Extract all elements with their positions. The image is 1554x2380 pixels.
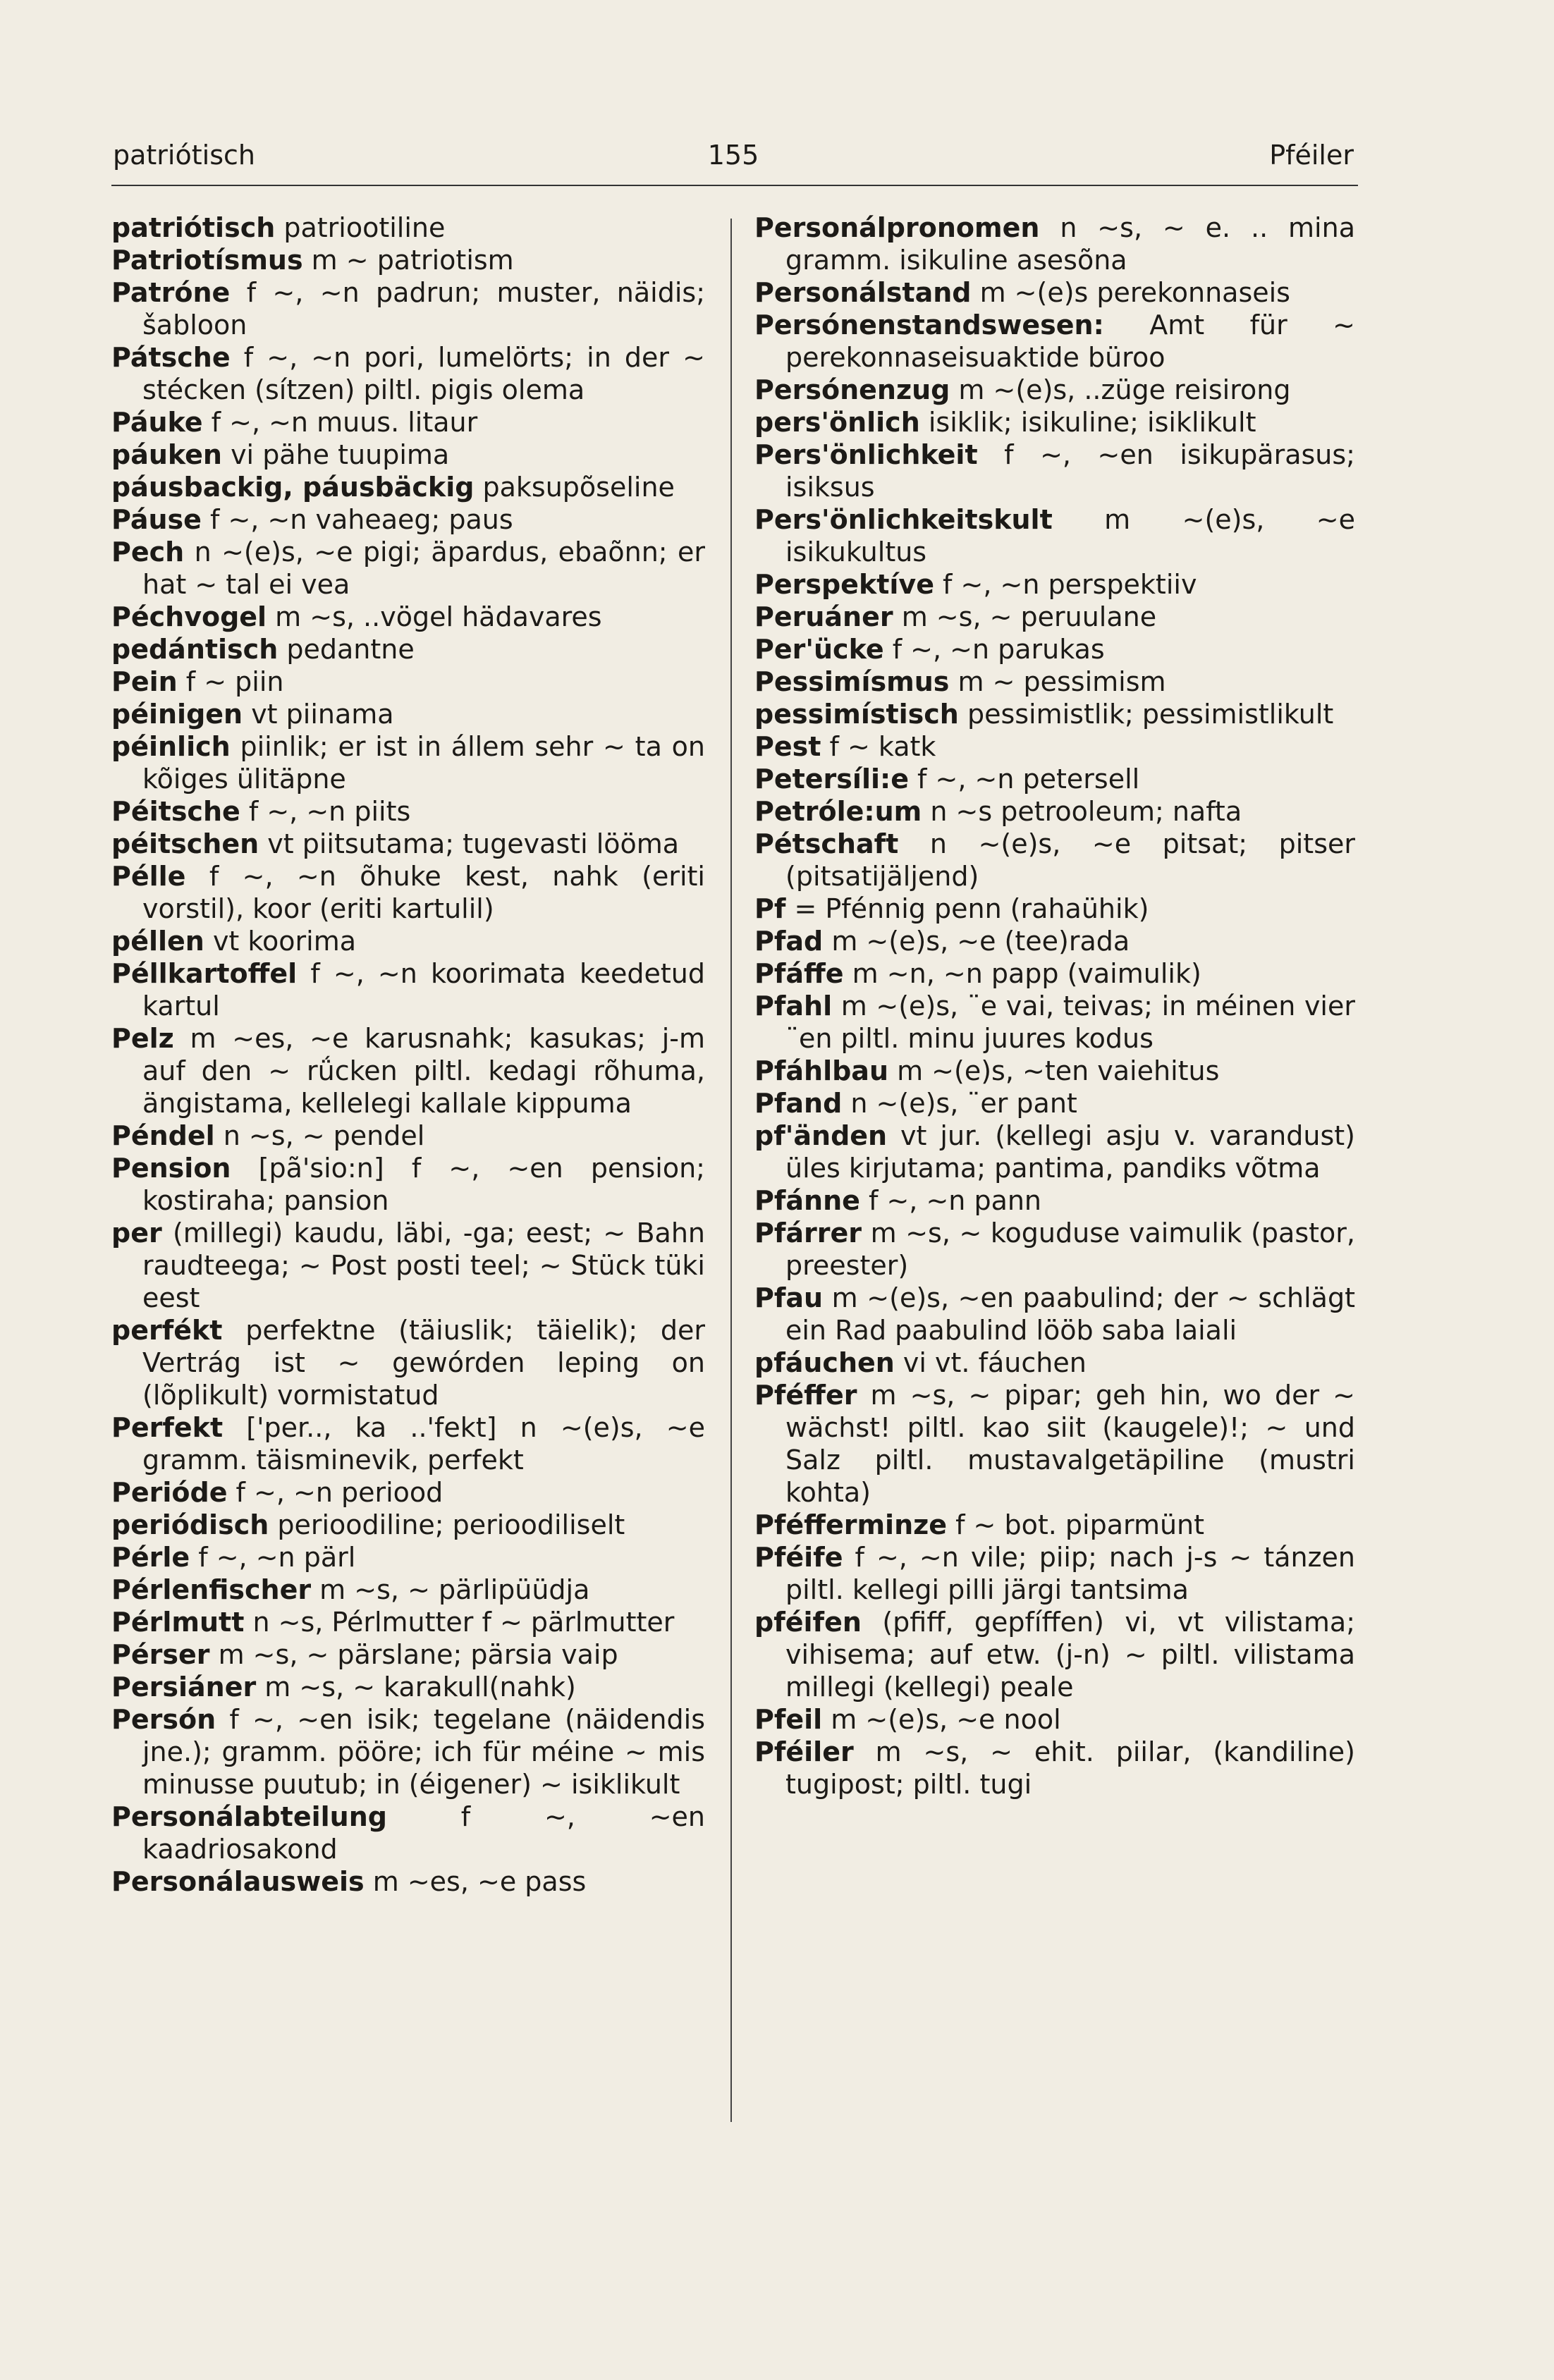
entry-headword: Per'ücke — [754, 634, 884, 665]
entry-definition: vt jur. (kellegi asju v. varandust) üles kirjutama; pantima, pandiks võtma — [785, 1120, 1355, 1184]
dictionary-entry — [754, 438, 1355, 503]
entry-headword: Pétschaft — [754, 828, 899, 859]
entry-definition: ['per.., ka ..'fekt] n ~(e)s, ~e gramm. täisminevik, perfekt — [142, 1412, 705, 1476]
entry-headword: Pélle — [111, 861, 186, 892]
header-rule — [111, 185, 1358, 186]
dictionary-entry — [754, 795, 1355, 828]
dictionary-entry — [754, 1541, 1355, 1606]
entry-definition: patriootiline — [275, 212, 446, 243]
entry-headword: Personálabteilung — [111, 1801, 387, 1832]
entry-headword: Pfárrer — [754, 1217, 862, 1249]
entry-headword: Pfáhlbau — [754, 1055, 888, 1086]
entry-headword: péitschen — [111, 828, 259, 859]
entry-headword: Pech — [111, 536, 185, 568]
entry-headword: Pelz — [111, 1023, 174, 1054]
dictionary-entry — [111, 1314, 705, 1411]
entry-headword: Pf — [754, 893, 786, 924]
entry-definition: n ~(e)s, ~e pigi; äpardus, ebaõnn; er hat ~ tal ei vea — [142, 536, 705, 600]
dictionary-entry — [111, 1120, 705, 1152]
entry-definition: f ~, ~n õhuke kest, nahk (eriti vorstil), koor (eriti kartulil) — [142, 861, 705, 924]
entry-definition: f ~, ~n pärl — [190, 1542, 356, 1573]
dictionary-entry — [111, 828, 705, 860]
entry-definition: m ~es, ~e pass — [364, 1866, 587, 1897]
dictionary-entry — [111, 601, 705, 633]
entry-definition: m ~(e)s, ..züge reisirong — [950, 374, 1291, 405]
entry-headword: pfáuchen — [754, 1347, 895, 1378]
entry-headword: Pfau — [754, 1282, 824, 1313]
entry-definition: f ~, ~n vaheaeg; paus — [201, 504, 513, 535]
entry-definition: m ~ pessimism — [949, 666, 1166, 697]
dictionary-entry — [111, 1671, 705, 1703]
entry-headword: Persónenstandswesen: — [754, 309, 1104, 341]
entry-headword: Péitsche — [111, 796, 240, 827]
dictionary-entry — [111, 730, 705, 795]
dictionary-entry — [111, 1801, 705, 1865]
entry-definition: f ~, ~n vile; piip; nach j-s ~ tánzen piltl. kellegi pilli järgi tantsima — [785, 1542, 1355, 1605]
dictionary-entry — [111, 244, 705, 276]
entry-definition: perioodiline; perioodiliselt — [269, 1509, 625, 1540]
dictionary-entry — [754, 568, 1355, 601]
entry-definition: n ~(e)s, ¨er pant — [842, 1088, 1077, 1119]
entry-headword: pf'änden — [754, 1120, 888, 1151]
entry-definition: m ~(e)s, ~ten vaiehitus — [888, 1055, 1220, 1086]
entry-headword: Personálpronomen — [754, 212, 1040, 243]
dictionary-entry — [754, 211, 1355, 276]
dictionary-entry — [754, 276, 1355, 309]
entry-definition: m ~s, ~ ehit. piilar, (kandiline) tugipost; piltl. tugi — [785, 1736, 1355, 1800]
entry-headword: péinlich — [111, 731, 231, 762]
entry-headword: pers'önlich — [754, 407, 920, 438]
dictionary-entry — [754, 925, 1355, 957]
dictionary-entry — [754, 828, 1355, 892]
entry-definition: m ~(e)s, ~e isikukultus — [785, 504, 1355, 568]
dictionary-entry — [111, 665, 705, 698]
entry-headword: Pest — [754, 731, 821, 762]
entry-headword: péllen — [111, 926, 204, 957]
dictionary-entry — [111, 1476, 705, 1509]
entry-headword: Pféfferminze — [754, 1509, 948, 1540]
entry-definition: m ~ patriotism — [302, 245, 514, 276]
dictionary-entry — [754, 1087, 1355, 1120]
entry-definition: vi pähe tuupima — [221, 439, 450, 470]
dictionary-entry — [754, 1509, 1355, 1541]
entry-definition: piinlik; er ist in állem sehr ~ ta on kõiges ülitäpne — [142, 731, 705, 795]
entry-headword: Pfad — [754, 926, 824, 957]
entry-headword: Pers'önlichkeitskult — [754, 504, 1053, 535]
entry-headword: Pérle — [111, 1542, 190, 1573]
entry-definition: n ~s, Pérlmutter f ~ pärlmutter — [244, 1607, 675, 1638]
entry-definition: [pã'sio:n] f ~, ~en pension; kostiraha; pansion — [142, 1153, 705, 1216]
entry-headword: Páuse — [111, 504, 202, 535]
dictionary-entry — [111, 1541, 705, 1574]
entry-headword: perfékt — [111, 1315, 223, 1346]
entry-headword: Pfand — [754, 1088, 843, 1119]
dictionary-entry — [754, 1606, 1355, 1703]
dictionary-entry — [754, 1055, 1355, 1087]
entry-headword: Perfekt — [111, 1412, 224, 1443]
entry-definition: n ~s petrooleum; nafta — [922, 796, 1242, 827]
entry-headword: pessimístisch — [754, 699, 959, 730]
entry-headword: Páuke — [111, 407, 203, 438]
dictionary-entry — [754, 1282, 1355, 1347]
dictionary-entry — [111, 276, 705, 341]
entry-definition: n ~(e)s, ~e pitsat; pitser (pitsatijäljend) — [785, 828, 1355, 892]
entry-definition: m ~s, ~ karakull(nahk) — [256, 1671, 576, 1703]
entry-headword: patriótisch — [111, 212, 276, 243]
entry-headword: Péllkartoffel — [111, 958, 298, 989]
entry-definition: f ~, ~n pori, lumelörts; in der ~ stécken (sítzen) piltl. pigis olema — [142, 342, 705, 405]
entry-headword: Peruáner — [754, 601, 893, 632]
entry-definition: f ~, ~en isik; tegelane (näidendis jne.); gramm. pööre; ich für méine ~ mis minusse puutub; in (éigener) ~ isiklikult — [142, 1704, 705, 1800]
dictionary-entry — [111, 471, 705, 503]
dictionary-entry — [111, 1217, 705, 1314]
entry-headword: páuken — [111, 439, 222, 470]
dictionary-entry — [111, 633, 705, 665]
dictionary-entry — [754, 1703, 1355, 1736]
dictionary-entry — [111, 1022, 705, 1120]
entry-definition: m ~n, ~n papp (vaimulik) — [843, 958, 1201, 989]
dictionary-entry — [754, 892, 1355, 925]
dictionary-entry — [754, 1736, 1355, 1801]
page-header — [113, 135, 1354, 175]
entry-definition: m ~es, ~e karusnahk; kasukas; j-m auf den ~ rǘcken piltl. kedagi rõhuma, ängistama, kellelegi kallale kippuma — [142, 1023, 705, 1119]
dictionary-entry — [111, 1411, 705, 1476]
dictionary-entry — [111, 1606, 705, 1638]
dictionary-entry — [754, 309, 1355, 374]
entry-headword: Pein — [111, 666, 178, 697]
dictionary-entry — [754, 601, 1355, 633]
dictionary-entry — [754, 633, 1355, 665]
dictionary-entry — [111, 698, 705, 730]
entry-headword: Pérlenfischer — [111, 1574, 312, 1605]
entry-headword: péinigen — [111, 699, 243, 730]
dictionary-entry — [111, 341, 705, 406]
entry-definition: m ~s, ..vögel hädavares — [267, 601, 602, 632]
dictionary-entry — [754, 1347, 1355, 1379]
entry-definition: f ~, ~en kaadriosakond — [142, 1801, 705, 1865]
entry-definition: paksupõseline — [474, 472, 675, 503]
entry-headword: Persón — [111, 1704, 216, 1735]
entry-definition: m ~(e)s, ¨e vai, teivas; in méinen vier ¨en piltl. minu juures kodus — [785, 990, 1355, 1054]
dictionary-entry — [754, 698, 1355, 730]
entry-headword: Pfeil — [754, 1704, 823, 1735]
dictionary-entry — [754, 990, 1355, 1055]
dictionary-entry — [754, 503, 1355, 568]
entry-definition: m ~(e)s perekonnaseis — [971, 277, 1290, 308]
dictionary-entry — [111, 211, 705, 244]
entry-definition: f ~, ~n pann — [859, 1185, 1042, 1216]
dictionary-entry — [111, 406, 705, 438]
dictionary-entry — [111, 925, 705, 957]
entry-headword: periódisch — [111, 1509, 269, 1540]
entry-headword: Pfánne — [754, 1185, 860, 1216]
dictionary-entry — [111, 536, 705, 601]
entry-headword: pféifen — [754, 1607, 862, 1638]
entry-headword: Pféffer — [754, 1380, 857, 1411]
entry-definition: vt koorima — [204, 926, 357, 957]
entry-headword: per — [111, 1217, 162, 1249]
dictionary-entry — [754, 957, 1355, 990]
entry-headword: Patróne — [111, 277, 231, 308]
entry-definition: (pfiff, gepfíffen) vi, vt vilistama; vihisema; auf etw. (j-n) ~ piltl. vilistama millegi (kellegi) peale — [785, 1607, 1355, 1703]
entry-definition: m ~(e)s, ~en paabulind; der ~ schlägt ein Rad paabulind lööb saba laiali — [785, 1282, 1355, 1346]
entry-definition: pessimistlik; pessimistlikult — [958, 699, 1334, 730]
entry-definition: = Pfénnig penn (rahaühik) — [785, 893, 1149, 924]
entry-definition: f ~ piin — [177, 666, 284, 697]
dictionary-entry — [111, 795, 705, 828]
entry-headword: Petersíli:e — [754, 763, 909, 795]
entry-definition: f ~ bot. piparmünt — [947, 1509, 1205, 1540]
entry-headword: Persónenzug — [754, 374, 950, 405]
entry-headword: Pessimísmus — [754, 666, 950, 697]
header-right-guideword: Pféiler — [1269, 140, 1354, 171]
entry-definition: perfektne (täiuslik; täielik); der Vertrág ist ~ gewórden leping on (lõplikult) vormistatud — [142, 1315, 705, 1411]
entry-definition: m ~s, ~ pärslane; pärsia vaip — [209, 1639, 618, 1670]
header-left-guideword: patriótisch — [113, 140, 255, 171]
entry-definition: f ~, ~n muus. litaur — [202, 407, 478, 438]
entry-headword: Pers'önlichkeit — [754, 439, 978, 470]
entry-headword: páusbackig, páusbäckig — [111, 472, 475, 503]
entry-definition: f ~, ~en isikupärasus; isiksus — [785, 439, 1355, 503]
entry-headword: Pátsche — [111, 342, 231, 373]
dictionary-entry — [111, 438, 705, 471]
entry-headword: Pfáffe — [754, 958, 844, 989]
entry-headword: Persiáner — [111, 1671, 257, 1703]
entry-headword: Péndel — [111, 1120, 215, 1151]
entry-headword: Perspektíve — [754, 569, 934, 600]
entry-definition: f ~, ~n padrun; muster, näidis; šabloon — [142, 277, 705, 341]
left-column — [111, 211, 705, 1898]
entry-definition: f ~, ~n periood — [227, 1477, 443, 1508]
entry-headword: Patriotísmus — [111, 245, 303, 276]
entry-definition: f ~, ~n koorimata keedetud kartul — [142, 958, 705, 1022]
entry-headword: Péchvogel — [111, 601, 267, 632]
entry-definition: f ~ katk — [821, 731, 936, 762]
entry-definition: m ~s, ~ peruulane — [893, 601, 1157, 632]
entry-headword: Petróle:um — [754, 796, 922, 827]
entry-headword: Personálstand — [754, 277, 972, 308]
entry-definition: vt piitsutama; tugevasti lööma — [259, 828, 680, 859]
entry-definition: pedantne — [278, 634, 415, 665]
entry-headword: Pféiler — [754, 1736, 854, 1767]
dictionary-entry — [754, 406, 1355, 438]
dictionary-entry — [111, 503, 705, 536]
dictionary-entry — [111, 1638, 705, 1671]
entry-definition: m ~s, ~ pipar; geh hin, wo der ~ wächst! piltl. kao siit (kaugele)!; ~ und Salz piltl. mustavalgetäpiline (mustri kohta) — [785, 1380, 1355, 1508]
entry-headword: Personálausweis — [111, 1866, 365, 1897]
dictionary-entry — [754, 665, 1355, 698]
entry-definition: f ~, ~n piits — [240, 796, 411, 827]
dictionary-entry — [111, 860, 705, 925]
entry-definition: n ~s, ~ e. .. mina gramm. isikuline asesõna — [785, 212, 1355, 276]
entry-definition: n ~s, ~ pendel — [214, 1120, 425, 1151]
dictionary-entry — [754, 1120, 1355, 1184]
dictionary-entry — [111, 1703, 705, 1801]
entry-definition: vi vt. fáuchen — [894, 1347, 1087, 1378]
entry-headword: Pféife — [754, 1542, 843, 1573]
entry-definition: f ~, ~n perspektiiv — [934, 569, 1197, 600]
dictionary-entry — [754, 1184, 1355, 1217]
entry-headword: pedántisch — [111, 634, 279, 665]
entry-definition: f ~, ~n parukas — [883, 634, 1105, 665]
entry-definition: m ~(e)s, ~e (tee)rada — [823, 926, 1130, 957]
dictionary-entry — [111, 1152, 705, 1217]
dictionary-entry — [111, 1509, 705, 1541]
entry-definition: m ~s, ~ pärlipüüdja — [311, 1574, 590, 1605]
entry-definition: m ~(e)s, ~e nool — [822, 1704, 1061, 1735]
entry-headword: Pérlmutt — [111, 1607, 245, 1638]
entry-definition: (millegi) kaudu, läbi, -ga; eest; ~ Bahn raudteega; ~ Post posti teel; ~ Stück tüki eest — [142, 1217, 705, 1313]
entry-headword: Pension — [111, 1153, 231, 1184]
right-column — [754, 211, 1355, 1801]
dictionary-entry — [111, 957, 705, 1022]
entry-definition: m ~s, ~ koguduse vaimulik (pastor, preester) — [785, 1217, 1355, 1281]
entry-headword: Perióde — [111, 1477, 228, 1508]
dictionary-entry — [111, 1574, 705, 1606]
dictionary-entry — [754, 730, 1355, 763]
dictionary-entry — [754, 1379, 1355, 1509]
entry-definition: Amt für ~ perekonnaseisuaktide büroo — [785, 309, 1355, 373]
dictionary-entry — [754, 763, 1355, 795]
page-number: 155 — [707, 140, 759, 171]
entry-definition: isiklik; isikuline; isiklikult — [919, 407, 1256, 438]
dictionary-entry — [111, 1865, 705, 1898]
entry-definition: f ~, ~n petersell — [908, 763, 1140, 795]
dictionary-entry — [754, 1217, 1355, 1282]
column-divider — [730, 219, 732, 2122]
dictionary-entry — [754, 374, 1355, 406]
entry-headword: Pfahl — [754, 990, 833, 1022]
entry-headword: Pérser — [111, 1639, 210, 1670]
entry-definition: vt piinama — [243, 699, 394, 730]
